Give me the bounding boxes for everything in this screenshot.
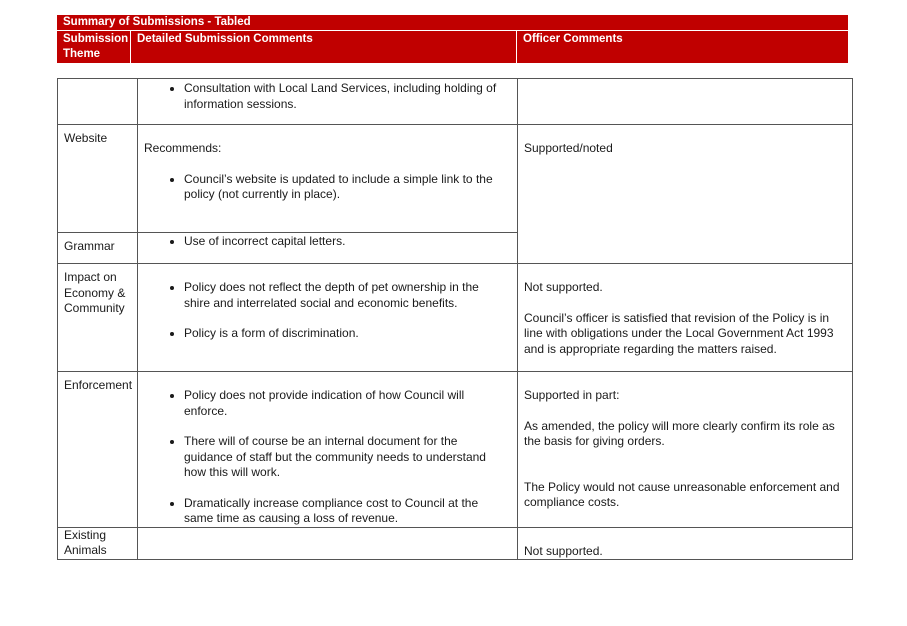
list-item: • Dramatically increase compliance cost to Council at the same time as causing a loss of revenue. <box>184 496 505 527</box>
officer-cell <box>518 527 853 560</box>
officer-cell <box>518 125 853 264</box>
header-submission-theme: Submission Theme <box>57 31 131 63</box>
theme-cell <box>58 79 138 125</box>
table-row <box>58 264 853 372</box>
header-officer-comments: Officer Comments <box>523 33 623 45</box>
theme-cell: Existing Animals <box>58 527 138 560</box>
theme-cell: Enforcement <box>58 372 138 528</box>
table-row <box>58 527 853 560</box>
detail-cell <box>138 527 518 560</box>
officer-text: As amended, the policy will more clearly confirm its role as the basis for giving orders. <box>524 418 835 448</box>
theme-cell: Website <box>58 125 138 233</box>
officer-text: Supported in part: <box>524 388 620 402</box>
table-title: Summary of Submissions - Tabled <box>57 15 848 31</box>
list-item: • Use of incorrect capital letters. <box>184 234 505 250</box>
list-item: • There will of course be an internal document for the guidance of staff but the community needs to understand how this will work. <box>184 434 505 481</box>
officer-cell <box>518 264 853 372</box>
submissions-table <box>57 78 853 560</box>
list-item: • Council’s website is updated to include a simple link to the policy (not currently in place). <box>184 172 505 203</box>
detail-cell <box>138 372 518 528</box>
theme-cell: Impact on Economy & Community <box>58 264 138 372</box>
officer-text: Supported/noted <box>524 141 613 155</box>
list-item: • Policy does not reflect the depth of pet ownership in the shire and interrelated social and economic benefits. <box>184 280 505 311</box>
list-item: • Policy does not provide indication of how Council will enforce. <box>184 388 505 419</box>
officer-text: The Policy would not cause unreasonable enforcement and compliance costs. <box>524 479 840 509</box>
theme-cell: Grammar <box>58 233 138 264</box>
officer-text: Council’s officer is satisfied that revision of the Policy is in line with obligations under the Local Government Act 1993 and is appropriate regarding the matters raised. <box>524 310 834 356</box>
detail-cell <box>138 233 518 264</box>
officer-cell <box>518 79 853 125</box>
table-header <box>57 15 848 63</box>
table-row <box>58 125 853 233</box>
officer-cell <box>518 372 853 528</box>
detail-cell <box>138 125 518 233</box>
officer-text: Not supported. <box>524 543 603 558</box>
detail-intro: Recommends: <box>144 141 222 155</box>
header-detailed-comments: Detailed Submission Comments <box>131 31 517 63</box>
detail-cell <box>138 264 518 372</box>
list-item: • Consultation with Local Land Services, including holding of information sessions. <box>184 81 505 112</box>
table-row <box>58 79 853 125</box>
table-row <box>58 372 853 528</box>
detail-cell <box>138 79 518 125</box>
officer-text: Not supported. <box>524 280 603 294</box>
list-item: • Policy is a form of discrimination. <box>184 326 505 342</box>
